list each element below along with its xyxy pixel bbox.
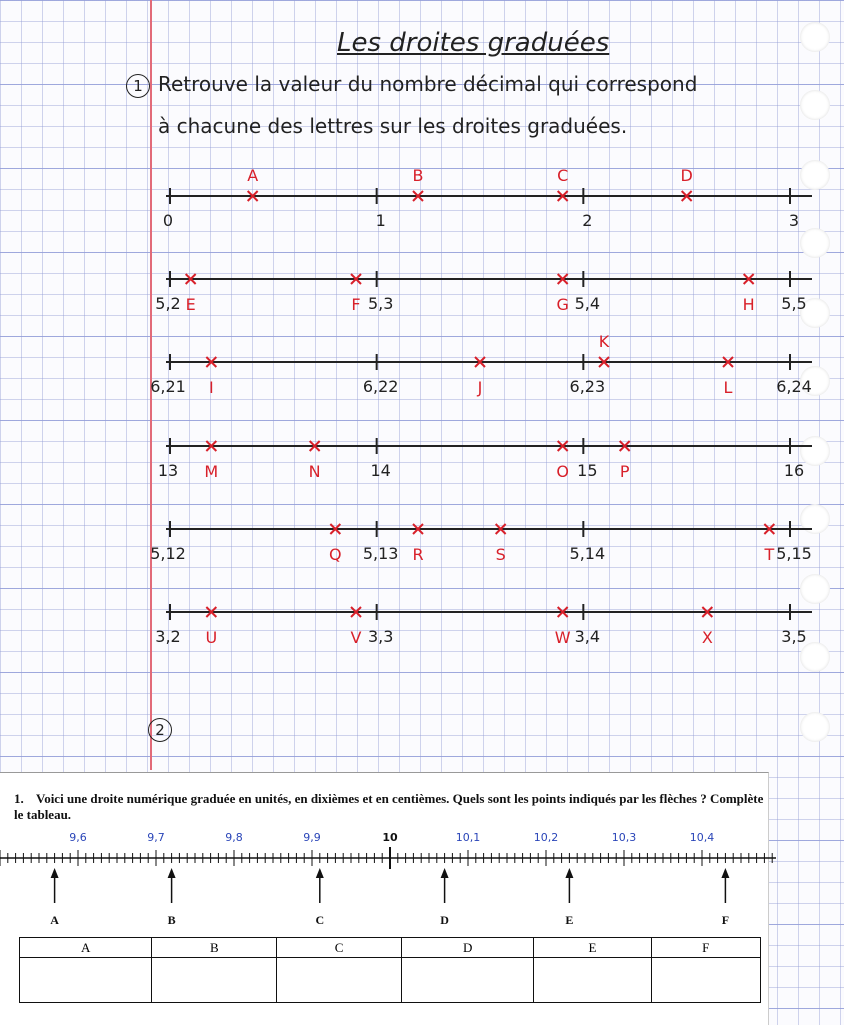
point-letter: J [477,378,483,397]
tick-label: 16 [783,461,805,480]
table-header-a: A [20,938,152,958]
point-letter: G [556,295,569,314]
tick-label: 2 [582,211,593,230]
point-letter: H [742,295,755,314]
tick-label: 5,12 [150,544,186,563]
table-header-e: E [534,938,651,958]
tick-label: 5,15 [776,544,812,563]
arrow-letter: E [565,913,574,927]
answer-cell-b[interactable] [152,958,277,1003]
tick-label: 6,23 [569,377,606,396]
point-letter: W [554,628,571,647]
table-header-c: C [277,938,402,958]
answer-cell-d[interactable] [401,958,533,1003]
arrow-letter: A [50,913,59,927]
arrow-head [316,868,324,878]
point-letter: R [412,545,424,564]
point-letter: N [308,462,321,481]
tick-label: 3,5 [781,627,807,646]
arrow-letter: C [315,913,325,927]
table-header-d: D [401,938,533,958]
graduated-ruler [0,823,780,933]
number-line-5 [150,521,812,564]
point-letter: X [701,628,713,647]
point-letter: A [247,166,259,185]
exercise1-instruction-line2: à chacune des lettres sur les droites graduées. [158,114,628,138]
ruler-label: 9,8 [225,831,243,844]
point-letter: V [350,628,362,647]
tick-label: 1 [375,211,386,230]
exercise1-number: 1 [126,74,150,98]
ruler-label: 9,6 [69,831,87,844]
tick-label: 15 [577,461,598,480]
number-line-4 [158,438,812,481]
tick-label: 5,13 [362,544,399,563]
point-letter: T [764,545,775,564]
point-letter: O [556,462,569,481]
tick-label: 3,2 [155,627,181,646]
number-line-2 [155,271,812,314]
arrow-letter: B [167,913,176,927]
answer-table [19,937,761,1003]
printed-worksheet [0,772,769,1025]
ruler-label: 10,3 [611,831,637,844]
tick-label: 14 [370,461,391,480]
point-letter: U [205,628,218,647]
worksheet-instruction [14,791,774,823]
tick-label: 13 [157,461,179,480]
point-letter: M [204,462,219,481]
ruler-label: 10,1 [455,831,481,844]
ruler-label: 10 [382,831,398,844]
tick-label: 5,4 [574,294,601,313]
exercise2-number: 2 [148,718,172,742]
arrow-head [721,868,729,878]
tick-label: 5,5 [781,294,807,313]
point-letter: F [351,295,361,314]
tick-label: 5,3 [367,294,394,313]
tick-label: 3 [788,211,800,230]
point-letter: K [598,332,610,351]
arrow-head [51,868,59,878]
tick-label: 6,24 [776,377,812,396]
point-letter: C [557,166,569,185]
answer-cell-f[interactable] [651,958,760,1003]
instruction-text: Retrouve la valeur du nombre décimal qui correspond [158,72,698,96]
table-header-b: B [152,938,277,958]
arrow-letter: F [721,913,730,927]
page-title: Les droites graduées [337,28,610,58]
point-letter: L [723,378,733,397]
answer-cell-e[interactable] [534,958,651,1003]
number-line-3 [150,332,812,397]
point-letter: S [495,545,506,564]
arrow-letter: D [440,913,449,927]
exercise2-heading [148,716,180,742]
ruler-label: 10,4 [689,831,715,844]
answer-cell-c[interactable] [277,958,402,1003]
answer-cell-a[interactable] [20,958,152,1003]
worksheet-instruction-text: Voici une droite numérique graduée en unités, en dixièmes et en centièmes. Quels sont les points indiqués par les flèches ? Complète le tableau. [14,791,764,822]
table-header-f: F [651,938,760,958]
tick-label: 5,2 [155,294,181,313]
point-letter: I [208,378,214,397]
arrow-head [565,868,573,878]
point-letter: P [619,462,630,481]
tick-label: 6,22 [362,377,399,396]
arrow-head [441,868,449,878]
tick-label: 6,21 [150,377,186,396]
tick-label: 0 [162,211,174,230]
point-letter: Q [329,545,342,564]
ruler-label: 10,2 [533,831,559,844]
number-line-6 [155,604,812,647]
worksheet-number: 1. [14,791,24,806]
ruler-label: 9,7 [147,831,165,844]
point-letter: B [412,166,424,185]
point-letter: D [680,166,693,185]
arrow-head [168,868,176,878]
tick-label: 3,4 [574,627,601,646]
ruler-line [0,831,776,927]
tick-label: 5,14 [569,544,606,563]
number-line-1 [163,166,812,230]
point-letter: E [185,295,196,314]
tick-label: 3,3 [367,627,394,646]
ruler-label: 9,9 [303,831,321,844]
